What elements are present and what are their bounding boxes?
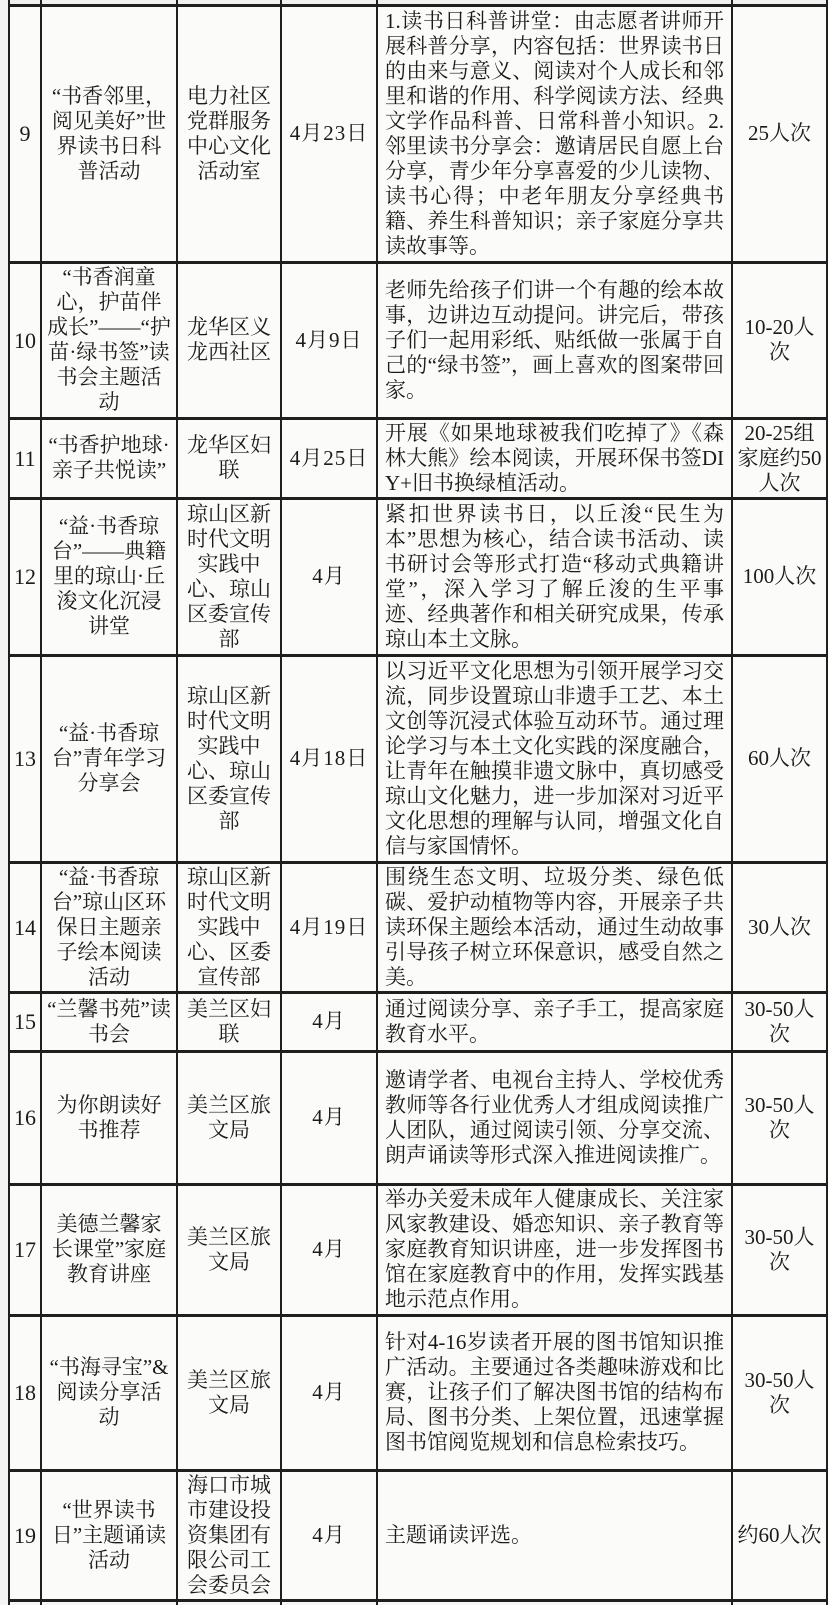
cell-date: 4月 [281, 1051, 377, 1184]
cell-serial-number: 17 [9, 1184, 41, 1315]
cell-date: 4月 [281, 1315, 377, 1470]
cell-date: 4月 [281, 1470, 377, 1600]
table-row [9, 1184, 827, 1315]
cell-organizer: 美兰区旅文局 [177, 1051, 281, 1184]
cell-organizer: 龙华区妇联 [177, 418, 281, 498]
cell-activity-name: “书香邻里，阅见美好”世界读书日科普活动 [41, 5, 177, 262]
cell-serial-number: 14 [9, 862, 41, 992]
cell-description: 紧扣世界读书日，以丘浚“民生为本”思想为核心，结合读书活动、读书研讨会等形式打造“移动式典籍讲堂”，深入学习了解丘浚的生平事迹、经典著作和相关研究成果，传承琼山本土文脉。 [377, 498, 732, 655]
table-row [9, 498, 827, 655]
cell-serial-number: 9 [9, 5, 41, 262]
table-row [9, 262, 827, 418]
cell-participants: 10-20人次 [732, 262, 827, 418]
cell-date: 4月 [281, 992, 377, 1051]
cell-participants: 20-25组家庭约50人次 [732, 418, 827, 498]
cell-activity-name: “书海寻宝”&阅读分享活动 [41, 1315, 177, 1470]
reading-activities-table [8, 0, 828, 1605]
cell-description: 以习近平文化思想为引领开展学习交流，同步设置琼山非遗手工艺、本土文创等沉浸式体验互动环节。通过理论学习与本土文化实践的深度融合，让青年在触摸非遗文脉中，真切感受琼山文化魅力，进一步加深对习近平文化思想的理解与认同，增强文化自信与家国情怀。 [377, 655, 732, 862]
partial-cell [377, 1600, 732, 1605]
cell-description: 1.读书日科普讲堂：由志愿者讲师开展科普分享，内容包括：世界读书日的由来与意义、阅读对个人成长和邻里和谐的作用、科学阅读方法、经典文学作品科普、日常科普小知识。2.邻里读书分享会：邀请居民自愿上台分享，青少年分享喜爱的少儿读物、读书心得；中老年朋友分享经典书籍、养生科普知识；亲子家庭分享共读故事等。 [377, 5, 732, 262]
cell-serial-number: 10 [9, 262, 41, 418]
cell-description: 围绕生态文明、垃圾分类、绿色低碳、爱护动植物等内容，开展亲子共读环保主题绘本活动，通过生动故事引导孩子树立环保意识，感受自然之美。 [377, 862, 732, 992]
cell-description: 邀请学者、电视台主持人、学校优秀教师等各行业优秀人才组成阅读推广人团队，通过阅读引领、分享交流、朗声诵读等形式深入推进阅读推广。 [377, 1051, 732, 1184]
cell-serial-number: 16 [9, 1051, 41, 1184]
table-row [9, 1315, 827, 1470]
cell-participants: 约60人次 [732, 1470, 827, 1600]
cell-organizer: 琼山区新时代文明实践中心、琼山区委宣传部 [177, 498, 281, 655]
cell-serial-number: 18 [9, 1315, 41, 1470]
cell-organizer: 电力社区党群服务中心文化活动室 [177, 5, 281, 262]
cell-date: 4月25日 [281, 418, 377, 498]
partial-cell [177, 1600, 281, 1605]
cell-description: 开展《如果地球被我们吃掉了》《森林大熊》绘本阅读，开展环保书签DIY+旧书换绿植活动。 [377, 418, 732, 498]
cell-description: 针对4-16岁读者开展的图书馆知识推广活动。主要通过各类趣味游戏和比赛，让孩子们了解决图书馆的结构布局、图书分类、上架位置，迅速掌握图书馆阅览规划和信息检索技巧。 [377, 1315, 732, 1470]
partial-cell [732, 1600, 827, 1605]
table-row [9, 992, 827, 1051]
cell-organizer: 龙华区义龙西社区 [177, 262, 281, 418]
table-row [9, 5, 827, 262]
cell-serial-number: 15 [9, 992, 41, 1051]
cell-description: 通过阅读分享、亲子手工，提高家庭教育水平。 [377, 992, 732, 1051]
partial-cell [281, 1600, 377, 1605]
table-row [9, 862, 827, 992]
cell-description: 老师先给孩子们讲一个有趣的绘本故事，边讲边互动提问。讲完后，带孩子们一起用彩纸、贴纸做一张属于自己的“绿书签”，画上喜欢的图案带回家。 [377, 262, 732, 418]
cell-activity-name: “书香润童心，护苗伴成长”——“护苗·绿书签”读书会主题活动 [41, 262, 177, 418]
table-row [9, 418, 827, 498]
cell-activity-name: “兰馨书苑”读书会 [41, 992, 177, 1051]
cell-description: 主题诵读评选。 [377, 1470, 732, 1600]
partial-cell [41, 1600, 177, 1605]
cell-organizer: 琼山区新时代文明实践中心、区委宣传部 [177, 862, 281, 992]
cell-date: 4月18日 [281, 655, 377, 862]
cell-activity-name: “书香护地球·亲子共悦读” [41, 418, 177, 498]
cell-serial-number: 12 [9, 498, 41, 655]
cell-date: 4月23日 [281, 5, 377, 262]
table-row-partial-bottom [9, 1600, 827, 1605]
cell-organizer: 美兰区妇联 [177, 992, 281, 1051]
cell-participants: 30-50人次 [732, 992, 827, 1051]
cell-date: 4月 [281, 498, 377, 655]
cell-activity-name: 为你朗读好书推荐 [41, 1051, 177, 1184]
cell-date: 4月9日 [281, 262, 377, 418]
cell-serial-number: 11 [9, 418, 41, 498]
cell-activity-name: “益·书香琼台”青年学习分享会 [41, 655, 177, 862]
cell-activity-name: “益·书香琼台”琼山区环保日主题亲子绘本阅读活动 [41, 862, 177, 992]
cell-activity-name: “益·书香琼台”——典籍里的琼山·丘浚文化沉浸讲堂 [41, 498, 177, 655]
cell-participants: 60人次 [732, 655, 827, 862]
table-row [9, 1470, 827, 1600]
table-row [9, 1051, 827, 1184]
cell-organizer: 琼山区新时代文明实践中心、琼山区委宣传部 [177, 655, 281, 862]
cell-activity-name: 美德兰馨家长课堂”家庭教育讲座 [41, 1184, 177, 1315]
partial-cell [9, 1600, 41, 1605]
cell-participants: 30-50人次 [732, 1184, 827, 1315]
cell-date: 4月 [281, 1184, 377, 1315]
cell-serial-number: 19 [9, 1470, 41, 1600]
cell-organizer: 美兰区旅文局 [177, 1315, 281, 1470]
cell-date: 4月19日 [281, 862, 377, 992]
cell-activity-name: “世界读书日”主题诵读活动 [41, 1470, 177, 1600]
table-row [9, 655, 827, 862]
cell-participants: 30-50人次 [732, 1051, 827, 1184]
cell-participants: 30人次 [732, 862, 827, 992]
cell-participants: 25人次 [732, 5, 827, 262]
cell-participants: 30-50人次 [732, 1315, 827, 1470]
cell-description: 举办关爱未成年人健康成长、关注家风家教建设、婚恋知识、亲子教育等家庭教育知识讲座，进一步发挥图书馆在家庭教育中的作用，发挥实践基地示范点作用。 [377, 1184, 732, 1315]
cell-participants: 100人次 [732, 498, 827, 655]
cell-serial-number: 13 [9, 655, 41, 862]
cell-organizer: 海口市城市建设投资集团有限公司工会委员会 [177, 1470, 281, 1600]
cell-organizer: 美兰区旅文局 [177, 1184, 281, 1315]
